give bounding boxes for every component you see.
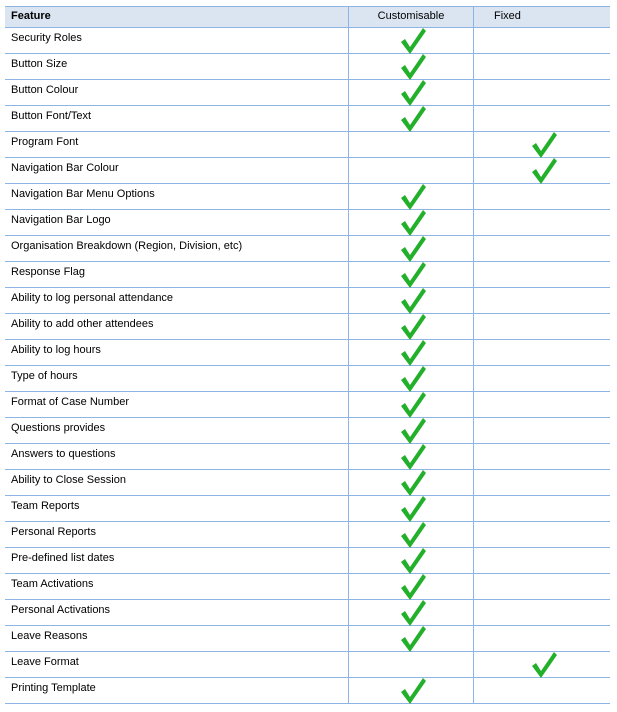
fixed-cell	[473, 340, 610, 365]
table-row	[5, 314, 610, 340]
checkmark-icon	[530, 158, 558, 184]
feature-label: Pre-defined list dates	[11, 552, 115, 564]
checkmark-icon	[399, 210, 427, 236]
feature-cell	[5, 678, 348, 703]
customisable-cell	[348, 470, 473, 495]
feature-label: Organisation Breakdown (Region, Division, etc)	[11, 240, 243, 252]
table-row	[5, 548, 610, 574]
table-row	[5, 496, 610, 522]
checkmark-icon	[399, 548, 427, 574]
checkmark-icon	[399, 574, 427, 600]
customisable-cell	[348, 626, 473, 651]
table-row	[5, 184, 610, 210]
table-row	[5, 158, 610, 184]
feature-cell	[5, 210, 348, 235]
feature-label: Team Reports	[11, 500, 80, 512]
table-row	[5, 106, 610, 132]
header-cell-feature	[5, 7, 348, 27]
feature-label: Button Colour	[11, 84, 79, 96]
feature-label: Personal Activations	[11, 604, 111, 616]
feature-cell	[5, 496, 348, 521]
feature-label: Ability to add other attendees	[11, 318, 154, 330]
fixed-cell	[473, 80, 610, 105]
customisable-cell	[348, 444, 473, 469]
customisable-cell	[348, 574, 473, 599]
fixed-cell	[473, 184, 610, 209]
feature-cell	[5, 366, 348, 391]
fixed-cell	[473, 106, 610, 131]
feature-cell	[5, 236, 348, 261]
customisable-cell	[348, 340, 473, 365]
feature-label: Navigation Bar Menu Options	[11, 188, 155, 200]
checkmark-icon	[399, 496, 427, 522]
feature-cell	[5, 626, 348, 651]
feature-cell	[5, 158, 348, 183]
table-row	[5, 522, 610, 548]
table-body	[5, 28, 610, 704]
feature-cell	[5, 288, 348, 313]
checkmark-icon	[399, 314, 427, 340]
feature-label: Ability to log hours	[11, 344, 101, 356]
feature-cell	[5, 444, 348, 469]
customisable-cell	[348, 184, 473, 209]
fixed-cell	[473, 366, 610, 391]
customisable-cell	[348, 28, 473, 53]
customisable-cell	[348, 288, 473, 313]
checkmark-icon	[530, 132, 558, 158]
feature-label: Type of hours	[11, 370, 78, 382]
fixed-cell	[473, 132, 610, 157]
checkmark-icon	[399, 184, 427, 210]
checkmark-icon	[399, 600, 427, 626]
fixed-cell	[473, 678, 610, 703]
feature-label: Security Roles	[11, 32, 82, 44]
checkmark-icon	[399, 54, 427, 80]
customisable-cell	[348, 548, 473, 573]
fixed-cell	[473, 626, 610, 651]
fixed-cell	[473, 54, 610, 79]
checkmark-icon	[399, 236, 427, 262]
feature-cell	[5, 80, 348, 105]
checkmark-icon	[399, 80, 427, 106]
checkmark-icon	[399, 366, 427, 392]
fixed-cell	[473, 236, 610, 261]
table-row	[5, 288, 610, 314]
table-row	[5, 210, 610, 236]
fixed-cell	[473, 652, 610, 677]
customisable-cell	[348, 496, 473, 521]
table-row	[5, 678, 610, 704]
customisable-cell	[348, 106, 473, 131]
table-row	[5, 236, 610, 262]
table-row	[5, 626, 610, 652]
feature-label: Ability to Close Session	[11, 474, 126, 486]
table-row	[5, 132, 610, 158]
header-cell-customisable	[348, 7, 473, 27]
fixed-cell	[473, 470, 610, 495]
feature-label: Response Flag	[11, 266, 85, 278]
feature-label: Button Font/Text	[11, 110, 92, 122]
fixed-cell	[473, 548, 610, 573]
customisable-cell	[348, 132, 473, 157]
table-row	[5, 340, 610, 366]
checkmark-icon	[399, 288, 427, 314]
table-header-row	[5, 6, 610, 28]
fixed-cell	[473, 158, 610, 183]
feature-cell	[5, 184, 348, 209]
customisable-cell	[348, 262, 473, 287]
feature-label: Answers to questions	[11, 448, 116, 460]
feature-label: Team Activations	[11, 578, 94, 590]
table-row	[5, 652, 610, 678]
feature-cell	[5, 106, 348, 131]
feature-label: Format of Case Number	[11, 396, 129, 408]
feature-cell	[5, 574, 348, 599]
fixed-cell	[473, 210, 610, 235]
feature-cell	[5, 652, 348, 677]
table-row	[5, 444, 610, 470]
header-customisable-label: Customisable	[377, 10, 445, 22]
customisable-cell	[348, 314, 473, 339]
checkmark-icon	[399, 444, 427, 470]
feature-label: Leave Reasons	[11, 630, 88, 642]
checkmark-icon	[530, 652, 558, 678]
table-row	[5, 470, 610, 496]
checkmark-icon	[399, 626, 427, 652]
table-row	[5, 262, 610, 288]
checkmark-icon	[399, 418, 427, 444]
customisable-cell	[348, 652, 473, 677]
feature-cell	[5, 314, 348, 339]
feature-cell	[5, 132, 348, 157]
feature-cell	[5, 340, 348, 365]
customisable-cell	[348, 678, 473, 703]
customisable-cell	[348, 210, 473, 235]
header-cell-fixed	[473, 7, 610, 27]
feature-label: Button Size	[11, 58, 68, 70]
checkmark-icon	[399, 28, 427, 54]
fixed-cell	[473, 28, 610, 53]
feature-cell	[5, 418, 348, 443]
checkmark-icon	[399, 392, 427, 418]
feature-cell	[5, 600, 348, 625]
customisable-cell	[348, 158, 473, 183]
table-row	[5, 600, 610, 626]
customisable-cell	[348, 80, 473, 105]
fixed-cell	[473, 522, 610, 547]
checkmark-icon	[399, 106, 427, 132]
customisable-cell	[348, 54, 473, 79]
feature-label: Leave Format	[11, 656, 79, 668]
checkmark-icon	[399, 522, 427, 548]
table-row	[5, 418, 610, 444]
header-feature-label: Feature	[11, 10, 51, 22]
customisable-cell	[348, 392, 473, 417]
feature-label: Personal Reports	[11, 526, 96, 538]
feature-label: Questions provides	[11, 422, 106, 434]
feature-label: Program Font	[11, 136, 79, 148]
checkmark-icon	[399, 262, 427, 288]
customisable-cell	[348, 366, 473, 391]
feature-cell	[5, 392, 348, 417]
fixed-cell	[473, 288, 610, 313]
fixed-cell	[473, 444, 610, 469]
table-row	[5, 80, 610, 106]
table-row	[5, 366, 610, 392]
checkmark-icon	[399, 340, 427, 366]
feature-label: Navigation Bar Logo	[11, 214, 111, 226]
table-row	[5, 574, 610, 600]
table-row	[5, 54, 610, 80]
table-row	[5, 28, 610, 54]
fixed-cell	[473, 262, 610, 287]
fixed-cell	[473, 496, 610, 521]
fixed-cell	[473, 574, 610, 599]
table-row	[5, 392, 610, 418]
feature-cell	[5, 262, 348, 287]
feature-label: Ability to log personal attendance	[11, 292, 174, 304]
fixed-cell	[473, 418, 610, 443]
feature-cell	[5, 28, 348, 53]
customisable-cell	[348, 418, 473, 443]
fixed-cell	[473, 600, 610, 625]
header-fixed-label: Fixed	[494, 10, 521, 22]
customisable-cell	[348, 236, 473, 261]
feature-cell	[5, 54, 348, 79]
feature-label: Navigation Bar Colour	[11, 162, 119, 174]
fixed-cell	[473, 314, 610, 339]
feature-cell	[5, 522, 348, 547]
fixed-cell	[473, 392, 610, 417]
feature-cell	[5, 548, 348, 573]
checkmark-icon	[399, 678, 427, 704]
customisable-cell	[348, 600, 473, 625]
customisable-cell	[348, 522, 473, 547]
checkmark-icon	[399, 470, 427, 496]
feature-cell	[5, 470, 348, 495]
feature-table	[5, 6, 610, 704]
feature-label: Printing Template	[11, 682, 96, 694]
